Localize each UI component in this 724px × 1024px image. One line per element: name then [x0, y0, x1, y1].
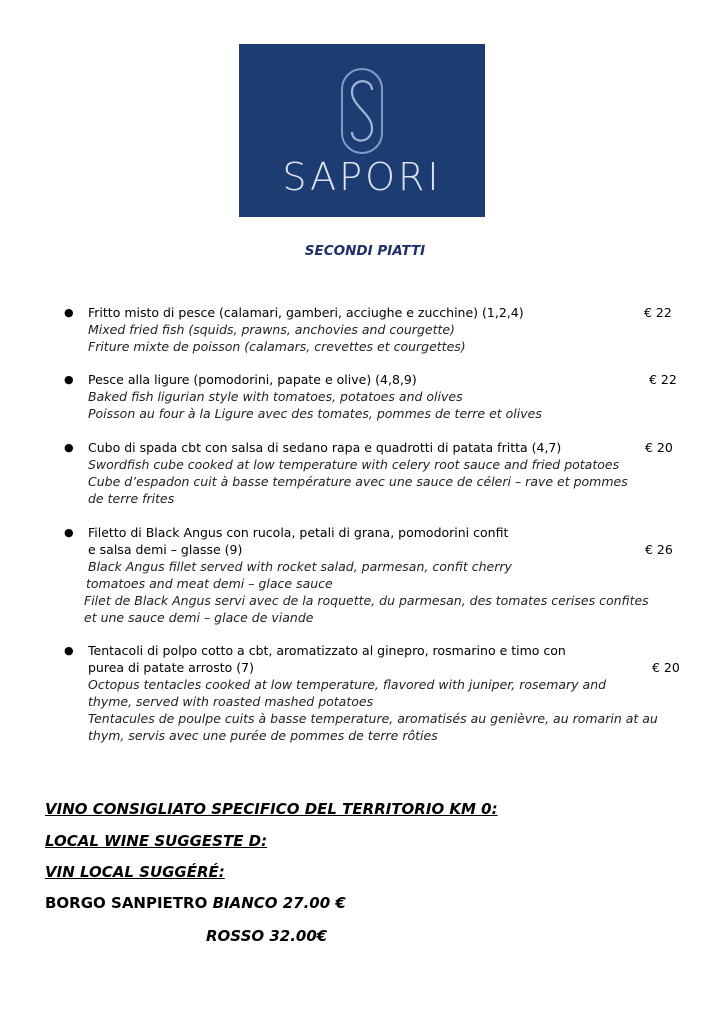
- dish-name: Pesce alla ligure (pomodorini, papate e olive) (4,8,9): [88, 372, 417, 387]
- dish-description-fr: thym, servis avec une purée de pommes de terre rôties: [88, 728, 438, 743]
- dish-name: e salsa demi – glasse (9): [88, 542, 243, 557]
- bullet-icon: ●: [64, 526, 74, 539]
- dish-price: € 22: [649, 372, 677, 387]
- dish-description-fr: Cube d’espadon cuit à basse température avec une sauce de céleri – rave et pommes: [88, 474, 628, 489]
- wine-producer: BORGO SANPIETRO: [45, 894, 213, 912]
- dish-description-en: thyme, served with roasted mashed potatoes: [88, 694, 374, 709]
- dish-description-fr: Tentacules de poulpe cuits à basse temperature, aromatisés au genièvre, au romarin at au: [88, 711, 658, 726]
- dish-price: € 20: [645, 440, 673, 455]
- dish-price: € 20: [652, 660, 680, 675]
- dish-price: € 26: [645, 542, 673, 557]
- dish-name: Filetto di Black Angus con rucola, petali di grana, pomodorini confit: [88, 525, 509, 540]
- bullet-icon: ●: [64, 441, 74, 454]
- wine-white-price: BIANCO 27.00 €: [212, 894, 346, 912]
- bullet-icon: ●: [64, 306, 74, 319]
- dish-description-en: Baked fish ligurian style with tomatoes, potatoes and olives: [88, 389, 463, 404]
- dish-description-en: Mixed fried fish (squids, prawns, anchovies and courgette): [88, 322, 455, 337]
- wine-white: [45, 894, 346, 912]
- dish-description-en: Swordfish cube cooked at low temperature with celery root sauce and fried potatoes: [88, 457, 620, 472]
- bullet-icon: ●: [64, 373, 74, 386]
- dish-name: purea di patate arrosto (7): [88, 660, 254, 675]
- wine-heading-en: LOCAL WINE SUGGESTE D:: [45, 832, 268, 850]
- dish-description-fr: Friture mixte de poisson (calamars, crevettes et courgettes): [88, 339, 466, 354]
- dish-description-fr: Filet de Black Angus servi avec de la roquette, du parmesan, des tomates cerises confites: [84, 593, 649, 608]
- dish-description-fr: et une sauce demi – glace de viande: [84, 610, 314, 625]
- logo-wordmark: SAPORI: [282, 155, 442, 199]
- sapori-monogram-icon: [338, 66, 386, 156]
- dish-description-en: Black Angus fillet served with rocket salad, parmesan, confit cherry: [88, 559, 512, 574]
- dish-description-en: Octopus tentacles cooked at low temperature, flavored with juniper, rosemary and: [88, 677, 607, 692]
- dish-price: € 22: [644, 305, 672, 320]
- bullet-icon: ●: [64, 644, 74, 657]
- restaurant-logo: [239, 44, 485, 217]
- section-title: SECONDI PIATTI: [304, 243, 426, 259]
- dish-description-fr: de terre frites: [88, 491, 175, 506]
- wine-heading-fr: VIN LOCAL SUGGÉRÉ:: [45, 863, 225, 881]
- dish-name: Cubo di spada cbt con salsa di sedano rapa e quadrotti di patata fritta (4,7): [88, 440, 562, 455]
- dish-name: Fritto misto di pesce (calamari, gamberi, acciughe e zucchine) (1,2,4): [88, 305, 524, 320]
- wine-heading-it: VINO CONSIGLIATO SPECIFICO DEL TERRITORIO KM 0:: [45, 800, 498, 818]
- dish-description-fr: Poisson au four à la Ligure avec des tomates, pommes de terre et olives: [88, 406, 542, 421]
- wine-red-price: ROSSO 32.00€: [206, 927, 328, 945]
- dish-description-en: tomatoes and meat demi – glace sauce: [86, 576, 333, 591]
- dish-name: Tentacoli di polpo cotto a cbt, aromatizzato al ginepro, rosmarino e timo con: [88, 643, 566, 658]
